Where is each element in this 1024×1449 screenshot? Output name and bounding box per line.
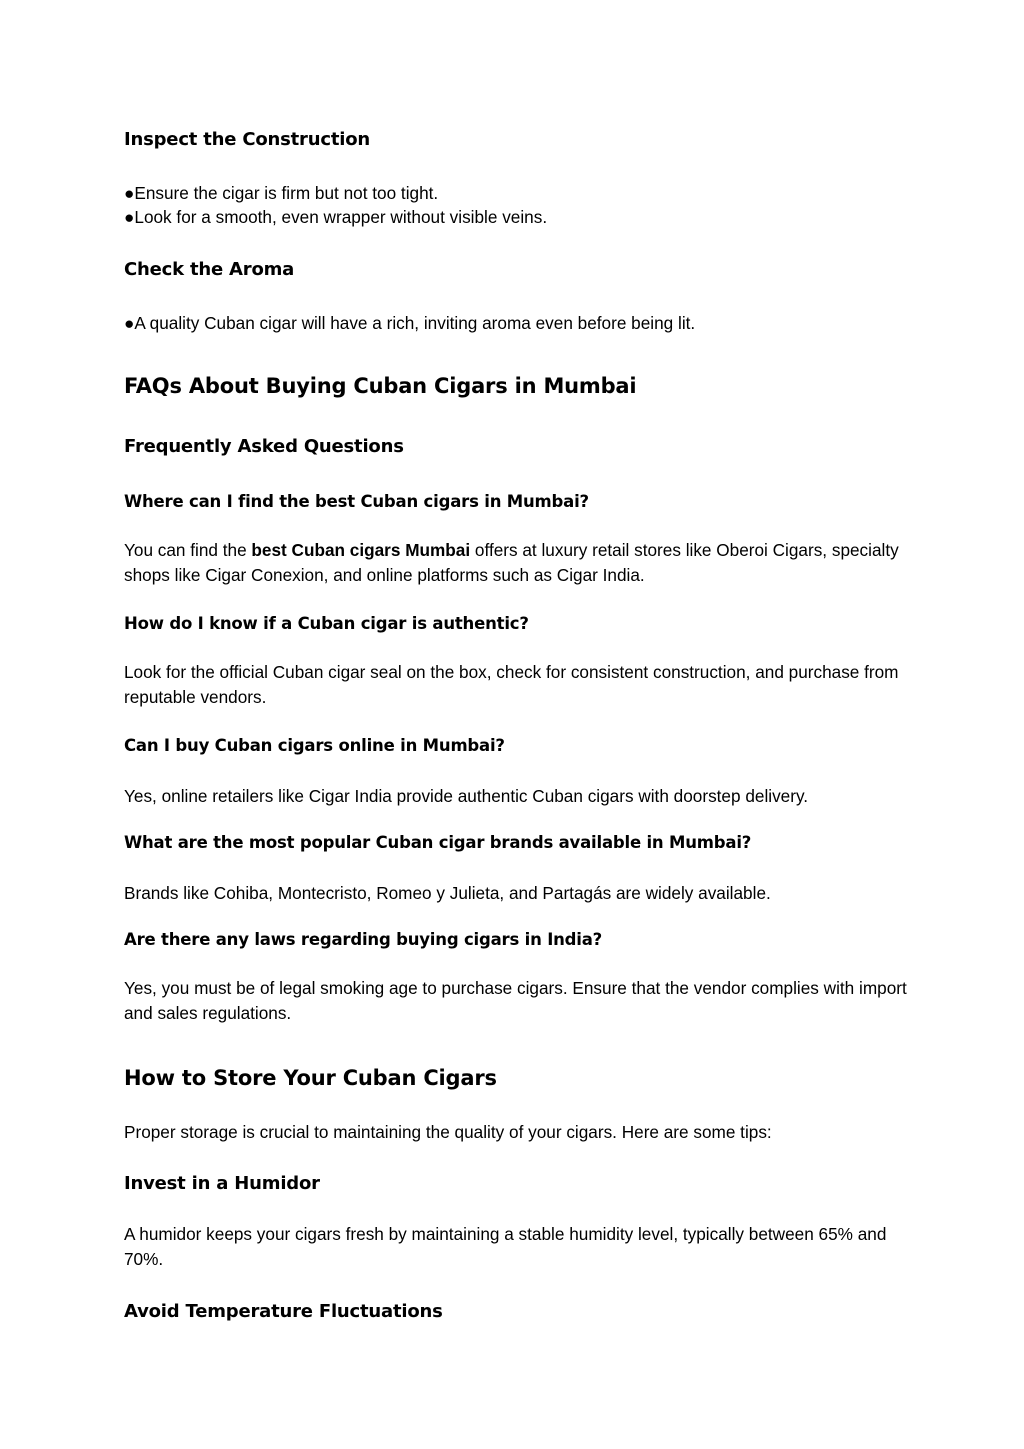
heading-check-aroma: Check the Aroma <box>124 259 295 280</box>
faq-answer-keyword: best Cuban cigars Mumbai <box>251 540 471 560</box>
heading-store-cigars: How to Store Your Cuban Cigars <box>124 1066 497 1090</box>
heading-inspect-construction: Inspect the Construction <box>124 129 370 150</box>
humidor-text: A humidor keeps your cigars fresh by maintaining a stable humidity level, typically between 65% and 70%. <box>124 1224 887 1269</box>
heading-faqs: FAQs About Buying Cuban Cigars in Mumbai <box>124 374 637 398</box>
faq-answer: Yes, you must be of legal smoking age to purchase cigars. Ensure that the vendor complies with import and sales regulations. <box>124 978 907 1023</box>
faq-answer: Look for the official Cuban cigar seal on the box, check for consistent construction, and purchase from reputable vendors. <box>124 662 899 707</box>
bullet-aroma: ●A quality Cuban cigar will have a rich, inviting aroma even before being lit. <box>124 313 696 333</box>
bullet-firm: ●Ensure the cigar is firm but not too tight. <box>124 183 439 203</box>
heading-humidor: Invest in a Humidor <box>124 1173 320 1194</box>
faq-question: How do I know if a Cuban cigar is authentic? <box>124 614 529 633</box>
bullet-wrapper: ●Look for a smooth, even wrapper without visible veins. <box>124 207 548 227</box>
heading-temperature: Avoid Temperature Fluctuations <box>124 1301 443 1322</box>
faq-question: Can I buy Cuban cigars online in Mumbai? <box>124 736 505 755</box>
faq-question: What are the most popular Cuban cigar brands available in Mumbai? <box>124 833 752 852</box>
faq-question: Where can I find the best Cuban cigars in Mumbai? <box>124 492 589 511</box>
storage-intro: Proper storage is crucial to maintaining the quality of your cigars. Here are some tips: <box>124 1122 772 1142</box>
faq-answer: Brands like Cohiba, Montecristo, Romeo y Julieta, and Partagás are widely available. <box>124 883 771 903</box>
faq-answer: Yes, online retailers like Cigar India provide authentic Cuban cigars with doorstep delivery. <box>124 786 809 806</box>
heading-frequently-asked: Frequently Asked Questions <box>124 436 404 457</box>
faq-question: Are there any laws regarding buying cigars in India? <box>124 930 603 949</box>
faq-answer-part: You can find the <box>124 540 252 560</box>
faq-answer-part: offers at luxury retail stores like Oberoi Cigars, specialty shops like Cigar Conexion, and online platforms such as Cigar India. <box>124 540 899 585</box>
faq-answer <box>124 538 914 588</box>
